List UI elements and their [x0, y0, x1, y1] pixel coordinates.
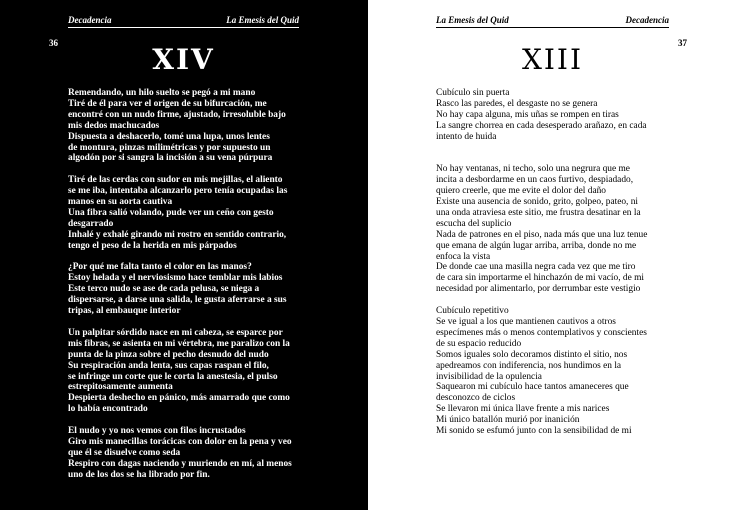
- poem-line: escucha del suplicio: [436, 218, 512, 229]
- poem-line: de su espacio reducido: [436, 338, 522, 349]
- poem-line: Nada de patrones en el piso, nada más que una luz tenue: [436, 229, 648, 240]
- poem-line: invisibilidad de la opulencia: [436, 371, 542, 382]
- right-running-header: [436, 14, 669, 28]
- left-running-header: [68, 14, 299, 28]
- poem-line: lo había encontrado: [68, 404, 148, 415]
- poem-line: mis dedos machucados: [68, 120, 160, 131]
- poem-line: que emana de algún lugar arriba, arriba, donde no me: [436, 240, 637, 251]
- poem-line: De donde cae una masilla negra cada vez que me tiro: [436, 262, 636, 273]
- right-header-section-title: La Emesis del Quid: [436, 15, 509, 25]
- poem-line: incita a desbordarme en un caos furtivo, despiadado,: [436, 175, 634, 186]
- left-poem-body: [68, 88, 302, 491]
- poem-line: La sangre chorrea en cada desesperado arañazo, en cada: [436, 120, 647, 131]
- poem-line: Mi sonido se esfumó junto con la sensibilidad de mi: [436, 426, 632, 437]
- left-page: [0, 0, 368, 510]
- left-header-rule: [68, 27, 299, 28]
- stanza: [436, 88, 674, 143]
- poem-line: Respiro con dagas naciendo y muriendo en mí, al menos: [68, 458, 292, 469]
- poem-line: Una fibra salió volando, pude ver un ceño con gesto: [68, 207, 274, 218]
- poem-line: se me iba, intentaba alcanzarlo pero tenía ocupadas las: [68, 186, 288, 197]
- poem-line: Saquearon mi cubículo hace tantos amaneceres que: [436, 382, 629, 393]
- poem-line: quiero creerle, que me evite el dolor del daño: [436, 186, 606, 197]
- poem-line: No hay ventanas, ni techo, solo una negrura que me: [436, 164, 630, 175]
- stanza: [436, 306, 674, 437]
- left-chapter-numeral: XIV: [152, 43, 215, 76]
- poem-line: Este terco nudo se ase de cada pelusa, se niega a: [68, 284, 260, 295]
- left-header-section-title: La Emesis del Quid: [226, 15, 299, 25]
- poem-line: manos en su aorta cautiva: [68, 197, 173, 208]
- poem-line: dispersarse, a darse una salida, le gusta aferrarse a sus: [68, 295, 287, 306]
- poem-line: Cubículo sin puerta: [436, 88, 510, 98]
- right-page-number: 37: [678, 38, 687, 48]
- poem-line: Mi único batallón murió por inanición: [436, 415, 580, 426]
- poem-line: se infringe un corte que le corta la anestesia, el pulso: [68, 371, 278, 382]
- stanza: [68, 262, 302, 317]
- poem-line: Giro mis manecillas torácicas con dolor en la pena y veo: [68, 436, 292, 447]
- poem-line: tripas, al embauque interior: [68, 306, 181, 317]
- poem-line: mis fibras, se asienta en mi vértebra, me paralizo con la: [68, 338, 290, 349]
- poem-line: uno de los dos se ha librado por fin.: [68, 469, 210, 480]
- poem-line: necesidad por alimentarlo, por derrumbar este vestigio: [436, 284, 641, 295]
- poem-line: de montura, pinzas milimétricas y por supuesto un: [68, 142, 271, 153]
- poem-line: estrepitosamente aumenta: [68, 382, 173, 393]
- right-page: [368, 0, 737, 510]
- poem-line: Despierta deshecho en pánico, más amarrado que como: [68, 393, 290, 404]
- poem-line: Cubículo repetitivo: [436, 306, 509, 317]
- poem-line: enfoca la vista: [436, 251, 491, 262]
- poem-line: Tiré de él para ver el origen de su bifurcación, me: [68, 98, 267, 109]
- poem-line: especímenes más o menos contemplativos y conscientes: [436, 327, 647, 338]
- poem-line: Se ve igual a los que mantienen cautivos a otros: [436, 317, 616, 327]
- poem-line: intento de huida: [436, 131, 497, 142]
- poem-line: Inhalé y exhalé girando mi rostro en sentido contrario,: [68, 229, 287, 240]
- poem-line: Remendando, un hilo suelto se pegó a mi mano: [68, 88, 256, 98]
- left-page-number: 36: [49, 38, 58, 48]
- poem-line: que él se disuelve como seda: [68, 447, 181, 458]
- poem-line: Somos iguales solo decoramos distinto el sitio, nos: [436, 349, 628, 360]
- left-header-book-title: Decadencia: [68, 15, 112, 25]
- right-header-rule: [436, 27, 669, 28]
- poem-line: Dispuesta a deshacerlo, tomé una lupa, unos lentes: [68, 131, 270, 142]
- poem-line: una onda atraviesa este sitio, me frustra desatinar en la: [436, 207, 641, 218]
- poem-line: desconozco de ciclos: [436, 393, 516, 404]
- poem-line: Se llevaron mi única llave frente a mis narices: [436, 404, 610, 415]
- poem-line: de cara sin importarme el hinchazón de mi vacío, de mi: [436, 273, 644, 284]
- right-chapter-numeral: XIII: [521, 43, 584, 76]
- stanza: [68, 175, 302, 251]
- poem-line: Su respiración anda lenta, sus capas raspan el filo,: [68, 360, 269, 371]
- poem-line: Tiré de las cerdas con sudor en mis mejillas, el aliento: [68, 175, 283, 186]
- poem-line: desgarrado: [68, 218, 114, 229]
- right-header-book-title: Decadencia: [625, 15, 669, 25]
- poem-line: Existe una ausencia de sonido, grito, golpeo, pateo, ni: [436, 197, 639, 208]
- stanza: [436, 164, 674, 295]
- poem-line: No hay capa alguna, mis uñas se rompen en tiras: [436, 109, 619, 120]
- poem-line: Un palpitar sórdido nace en mi cabeza, se esparce por: [68, 327, 283, 338]
- poem-line: algodón por si sangra la incisión a su vena púrpura: [68, 153, 273, 164]
- poem-line: punta de la pinza sobre el pecho desnudo del nudo: [68, 349, 269, 360]
- poem-line: tengo el peso de la herida en mis párpados: [68, 240, 237, 251]
- poem-line: ¿Por qué me falta tanto el color en las manos?: [68, 262, 252, 273]
- poem-line: Estoy helada y el nerviosismo hace temblar mis labios: [68, 273, 283, 284]
- right-poem-body: [436, 88, 674, 448]
- poem-line: Rasco las paredes, el desgaste no se genera: [436, 98, 598, 109]
- poem-line: apedreamos con indiferencia, nos hundimos en la: [436, 360, 622, 371]
- poem-line: El nudo y yo nos vemos con filos incrustados: [68, 426, 246, 437]
- stanza: [68, 88, 302, 164]
- stanza: [68, 426, 302, 481]
- poem-line: encontré con un nudo firme, ajustado, irresoluble bajo: [68, 109, 286, 120]
- stanza: [68, 328, 302, 415]
